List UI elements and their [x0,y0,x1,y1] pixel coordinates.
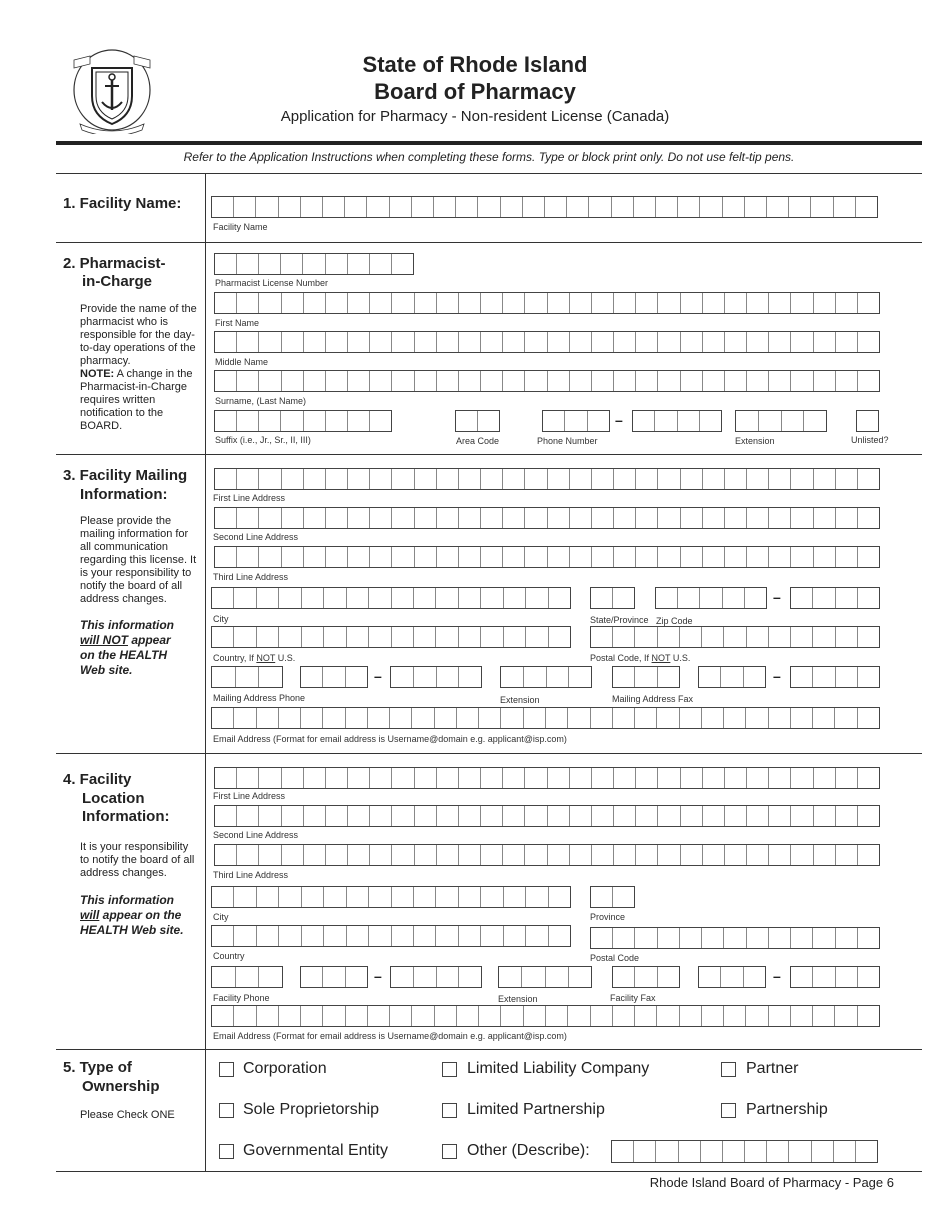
location-second-line-label: Second Line Address [213,830,299,840]
section2-description [80,303,200,433]
mailing-phone-line-input[interactable] [390,666,482,688]
location-first-line-input[interactable] [214,767,880,789]
section2-title: 2. Pharmacist- [63,255,166,272]
location-email-label: Email Address (Format for email address is Username@domain e.g. applicant@isp.com) [213,1031,567,1041]
section2-title-line2: in-Charge [82,273,153,290]
instructions: Refer to the Application Instructions when completing these forms. Type or block print only. Do not use felt-tip pens. [183,150,795,164]
location-country-label: Country [213,951,245,961]
mailing-fax-label: Mailing Address Fax [612,694,694,704]
mailing-second-line-input[interactable] [214,507,880,529]
middle-name-label: Middle Name [215,357,269,367]
facility-phone-area-input[interactable] [211,966,283,988]
country-label-text: U.S. [275,653,296,663]
mailing-fax-prefix-input[interactable] [698,666,766,688]
section5-title-line2: Ownership [82,1078,160,1095]
partner-label: Partner [746,1060,799,1077]
mailing-fax-dash: – [773,668,781,684]
surname-label: Surname, (Last Name) [215,396,307,406]
location-province-input[interactable] [590,886,635,908]
postal-label-text: Postal Code, If [590,653,652,663]
mailing-postal-input[interactable] [590,626,880,648]
facility-name-input[interactable] [211,196,878,218]
area-code-input[interactable] [455,410,500,432]
mailing-state-input[interactable] [590,587,635,609]
mailing-first-line-input[interactable] [214,468,880,490]
facility-fax-line-input[interactable] [790,966,880,988]
location-postal-label: Postal Code [590,953,640,963]
partnership-checkbox[interactable] [721,1103,736,1118]
state-seal-logo [70,46,154,134]
title-state: State of Rhode Island [362,52,588,77]
mailing-country-input[interactable] [211,626,571,648]
mailing-email-label: Email Address (Format for email address is Username@domain e.g. applicant@isp.com) [213,734,567,744]
mailing-postal-label [590,653,690,663]
corporation-checkbox[interactable] [219,1062,234,1077]
mailing-third-line-input[interactable] [214,546,880,568]
phone-line-input[interactable] [632,410,722,432]
section5-title: 5. Type of [63,1059,132,1076]
section3-note [80,618,200,678]
form-subtitle: Application for Pharmacy - Non-resident License (Canada) [280,108,670,125]
divider [56,242,922,243]
note-label: NOTE: [80,368,115,380]
section5-description: Please Check ONE [80,1109,175,1121]
llc-checkbox[interactable] [442,1062,457,1077]
mailing-third-line-label: Third Line Address [213,572,289,582]
location-email-input[interactable] [211,1005,880,1027]
note-line: Web site. [80,663,133,677]
note-line [80,908,205,923]
phone-number-label: Phone Number [537,436,598,446]
facility-fax-dash: – [773,968,781,984]
facility-fax-area-input[interactable] [612,966,680,988]
section4-title: 4. Facility [63,771,132,788]
mailing-city-input[interactable] [211,587,571,609]
mailing-country-label [213,653,295,663]
note-line [80,633,200,648]
unlisted-label: Unlisted? [851,435,889,445]
phone-prefix-input[interactable] [542,410,610,432]
mailing-fax-line-input[interactable] [790,666,880,688]
mailing-extension-input[interactable] [500,666,592,688]
extension-input[interactable] [735,410,827,432]
sole-proprietorship-label: Sole Proprietorship [243,1101,380,1118]
section1-title: 1. Facility Name: [63,195,182,212]
area-code-label: Area Code [456,436,500,446]
mailing-zip-ext-input[interactable] [790,587,880,609]
zip-dash: – [773,589,781,605]
mailing-phone-prefix-input[interactable] [300,666,368,688]
mailing-phone-dash: – [374,668,382,684]
location-country-input[interactable] [211,925,571,947]
column-divider [205,173,206,1171]
llc-label: Limited Liability Company [467,1060,650,1077]
note-text: appear [128,633,171,647]
title-board: Board of Pharmacy [374,79,576,104]
section4-title-line3: Information: [82,808,170,825]
location-second-line-input[interactable] [214,805,880,827]
mailing-email-input[interactable] [211,707,880,729]
note-line: This information [80,893,174,907]
sole-proprietorship-checkbox[interactable] [219,1103,234,1118]
facility-fax-prefix-input[interactable] [698,966,766,988]
phone-dash: – [615,412,623,428]
limited-partnership-label: Limited Partnership [467,1101,605,1118]
divider [56,1049,922,1050]
postal-label-text: U.S. [670,653,691,663]
postal-label-not: NOT [651,653,671,663]
mailing-fax-area-input[interactable] [612,666,680,688]
header-rule [56,141,922,145]
divider [56,173,922,174]
section4-description: It is your responsibility to notify the board of all address changes. [80,841,195,879]
note-line: HEALTH Web site. [80,923,184,937]
facility-extension-input[interactable] [498,966,592,988]
section4-title-line2: Location [82,790,145,807]
location-first-line-label: First Line Address [213,791,286,801]
corporation-label: Corporation [243,1060,327,1077]
unlisted-checkbox[interactable] [856,410,879,432]
mailing-extension-label: Extension [500,695,540,705]
section4-note [80,893,205,938]
mailing-phone-area-input[interactable] [211,666,283,688]
facility-phone-dash: – [374,968,382,984]
location-third-line-input[interactable] [214,844,880,866]
partner-checkbox[interactable] [721,1062,736,1077]
note-emphasis: will NOT [80,633,128,647]
location-province-label: Province [590,912,626,922]
country-label-not: NOT [256,653,276,663]
surname-input[interactable] [214,370,880,392]
section2-description-text: Provide the name of the pharmacist who is responsible for the day-to-day operations of the pharmacy. [80,303,197,367]
suffix-input[interactable] [214,410,392,432]
country-label-text: Country, If [213,653,257,663]
facility-phone-line-input[interactable] [390,966,482,988]
suffix-label: Suffix (i.e., Jr., Sr., II, III) [215,435,311,445]
other-describe-input[interactable] [611,1140,878,1163]
note-text: A change in the Pharmacist-in-Charge requires written notification to the BOARD. [80,368,193,432]
section3-title-line2: Information: [80,486,168,503]
facility-extension-label: Extension [498,994,538,1004]
first-name-input[interactable] [214,292,880,314]
license-number-label: Pharmacist License Number [215,278,329,288]
location-postal-input[interactable] [590,927,880,949]
mailing-first-line-label: First Line Address [213,493,286,503]
extension-label: Extension [735,436,775,446]
limited-partnership-checkbox[interactable] [442,1103,457,1118]
divider [56,454,922,455]
mailing-phone-label: Mailing Address Phone [213,693,306,703]
note-line: This information [80,618,174,632]
mailing-state-label: State/Province [590,615,649,625]
facility-name-label: Facility Name [213,222,268,232]
note-emphasis: will [80,908,100,922]
other-checkbox[interactable] [442,1144,457,1159]
page-footer: Rhode Island Board of Pharmacy - Page 6 [649,1175,894,1190]
note-line: on the HEALTH [80,648,168,662]
facility-fax-label: Facility Fax [610,993,656,1003]
license-number-input[interactable] [214,253,414,275]
middle-name-input[interactable] [214,331,880,353]
mailing-second-line-label: Second Line Address [213,532,299,542]
facility-phone-prefix-input[interactable] [300,966,368,988]
governmental-entity-label: Governmental Entity [243,1142,388,1159]
first-name-label: First Name [215,318,260,328]
mailing-zip-label: Zip Code [656,616,693,626]
facility-phone-label: Facility Phone [213,993,270,1003]
other-label: Other (Describe): [467,1142,590,1159]
partnership-label: Partnership [746,1101,828,1118]
location-third-line-label: Third Line Address [213,870,289,880]
mailing-zip-input[interactable] [655,587,767,609]
governmental-entity-checkbox[interactable] [219,1144,234,1159]
section3-description: Please provide the mailing information for all communication regarding this license. It is your responsibility to notify the board of all address changes. [80,515,197,605]
location-city-input[interactable] [211,886,571,908]
location-city-label: City [213,912,229,922]
divider [56,1171,922,1172]
note-text: appear on the [99,908,182,922]
section3-title: 3. Facility Mailing [63,467,188,484]
mailing-city-label: City [213,614,229,624]
divider [56,753,922,754]
